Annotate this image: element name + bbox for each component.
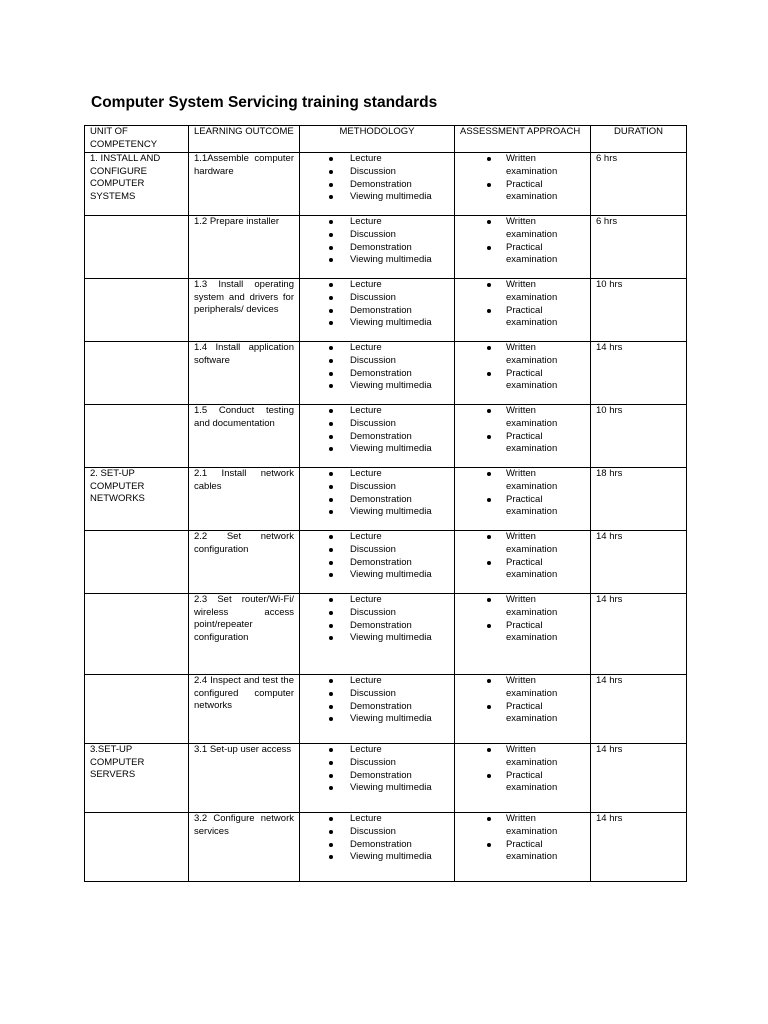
assessment-item: Practical examination — [460, 770, 585, 795]
methodology-item: Discussion — [305, 544, 449, 557]
methodology-item: Demonstration — [305, 839, 449, 852]
assessment-item: Written examination — [460, 744, 585, 769]
methodology-item: Viewing multimedia — [305, 506, 449, 519]
assessment-list — [460, 216, 585, 267]
methodology-item: Demonstration — [305, 620, 449, 633]
methodology-list — [305, 744, 449, 795]
table-row — [85, 744, 687, 813]
unit-of-competency-cell — [85, 216, 189, 279]
assessment-list — [460, 279, 585, 330]
methodology-cell — [300, 675, 455, 744]
assessment-item: Practical examination — [460, 494, 585, 519]
methodology-item: Viewing multimedia — [305, 569, 449, 582]
methodology-list — [305, 468, 449, 519]
methodology-item: Discussion — [305, 481, 449, 494]
assessment-list — [460, 675, 585, 726]
methodology-item: Viewing multimedia — [305, 713, 449, 726]
methodology-cell — [300, 813, 455, 882]
learning-outcome-cell: 3.2 Configure network services — [189, 813, 300, 882]
unit-of-competency-cell — [85, 405, 189, 468]
assessment-cell — [455, 594, 591, 675]
methodology-item: Lecture — [305, 744, 449, 757]
methodology-item: Lecture — [305, 675, 449, 688]
assessment-item: Written examination — [460, 342, 585, 367]
learning-outcome-cell: 1.1Assemble computer hardware — [189, 153, 300, 216]
methodology-item: Lecture — [305, 153, 449, 166]
unit-of-competency-cell — [85, 675, 189, 744]
assessment-item: Practical examination — [460, 701, 585, 726]
table-row — [85, 594, 687, 675]
assessment-cell — [455, 342, 591, 405]
learning-outcome-cell: 2.4 Inspect and test the configured computer networks — [189, 675, 300, 744]
methodology-item: Demonstration — [305, 305, 449, 318]
assessment-cell — [455, 216, 591, 279]
methodology-item: Lecture — [305, 342, 449, 355]
duration-cell: 14 hrs — [591, 594, 687, 675]
assessment-item: Practical examination — [460, 242, 585, 267]
methodology-item: Demonstration — [305, 701, 449, 714]
methodology-cell — [300, 153, 455, 216]
methodology-list — [305, 279, 449, 330]
duration-cell: 6 hrs — [591, 216, 687, 279]
table-row — [85, 531, 687, 594]
assessment-item: Written examination — [460, 279, 585, 304]
assessment-cell — [455, 531, 591, 594]
methodology-item: Viewing multimedia — [305, 191, 449, 204]
unit-of-competency-cell — [85, 813, 189, 882]
assessment-cell — [455, 468, 591, 531]
methodology-cell — [300, 531, 455, 594]
assessment-list — [460, 405, 585, 456]
assessment-item: Written examination — [460, 468, 585, 493]
methodology-item: Viewing multimedia — [305, 254, 449, 267]
duration-cell: 18 hrs — [591, 468, 687, 531]
learning-outcome-cell: 3.1 Set-up user access — [189, 744, 300, 813]
table-row — [85, 675, 687, 744]
duration-cell: 14 hrs — [591, 744, 687, 813]
assessment-item: Practical examination — [460, 620, 585, 645]
header-unit-of-competency: UNIT OF COMPETENCY — [85, 126, 189, 153]
learning-outcome-cell: 2.2 Set network configuration — [189, 531, 300, 594]
methodology-item: Viewing multimedia — [305, 443, 449, 456]
table-row — [85, 342, 687, 405]
methodology-item: Lecture — [305, 216, 449, 229]
duration-cell: 14 hrs — [591, 342, 687, 405]
assessment-cell — [455, 279, 591, 342]
assessment-list — [460, 594, 585, 645]
header-methodology: METHODOLOGY — [300, 126, 455, 153]
methodology-item: Discussion — [305, 166, 449, 179]
methodology-cell — [300, 594, 455, 675]
methodology-list — [305, 594, 449, 645]
assessment-item: Practical examination — [460, 431, 585, 456]
table-row — [85, 153, 687, 216]
methodology-item: Demonstration — [305, 494, 449, 507]
unit-of-competency-cell: 1. INSTALL AND CONFIGURE COMPUTER SYSTEMS — [85, 153, 189, 216]
unit-of-competency-cell — [85, 531, 189, 594]
assessment-item: Written examination — [460, 594, 585, 619]
methodology-item: Lecture — [305, 468, 449, 481]
methodology-item: Discussion — [305, 229, 449, 242]
table-row — [85, 279, 687, 342]
assessment-list — [460, 342, 585, 393]
unit-of-competency-cell — [85, 279, 189, 342]
methodology-item: Lecture — [305, 813, 449, 826]
unit-of-competency-cell: 3.SET-UP COMPUTER SERVERS — [85, 744, 189, 813]
methodology-item: Demonstration — [305, 557, 449, 570]
assessment-item: Written examination — [460, 813, 585, 838]
assessment-list — [460, 744, 585, 795]
methodology-list — [305, 153, 449, 204]
methodology-item: Lecture — [305, 594, 449, 607]
table-row — [85, 216, 687, 279]
methodology-item: Discussion — [305, 607, 449, 620]
methodology-item: Viewing multimedia — [305, 782, 449, 795]
methodology-item: Discussion — [305, 418, 449, 431]
methodology-item: Discussion — [305, 355, 449, 368]
assessment-item: Practical examination — [460, 368, 585, 393]
methodology-list — [305, 813, 449, 864]
methodology-item: Viewing multimedia — [305, 851, 449, 864]
methodology-item: Demonstration — [305, 179, 449, 192]
methodology-item: Discussion — [305, 688, 449, 701]
unit-of-competency-cell: 2. SET-UP COMPUTER NETWORKS — [85, 468, 189, 531]
methodology-list — [305, 342, 449, 393]
learning-outcome-cell: 1.4 Install application software — [189, 342, 300, 405]
learning-outcome-cell: 2.3 Set router/Wi-Fi/ wireless access point/repeater configuration — [189, 594, 300, 675]
duration-cell: 10 hrs — [591, 279, 687, 342]
duration-cell: 10 hrs — [591, 405, 687, 468]
duration-cell: 14 hrs — [591, 531, 687, 594]
methodology-item: Discussion — [305, 292, 449, 305]
assessment-item: Practical examination — [460, 305, 585, 330]
methodology-item: Viewing multimedia — [305, 380, 449, 393]
unit-of-competency-cell — [85, 594, 189, 675]
assessment-cell — [455, 675, 591, 744]
table-header-row — [85, 126, 687, 153]
learning-outcome-cell: 2.1 Install network cables — [189, 468, 300, 531]
methodology-cell — [300, 342, 455, 405]
header-assessment-approach: ASSESSMENT APPROACH — [455, 126, 591, 153]
header-learning-outcome: LEARNING OUTCOME — [189, 126, 300, 153]
methodology-list — [305, 531, 449, 582]
unit-of-competency-cell — [85, 342, 189, 405]
duration-cell: 14 hrs — [591, 675, 687, 744]
learning-outcome-cell: 1.2 Prepare installer — [189, 216, 300, 279]
methodology-item: Demonstration — [305, 368, 449, 381]
methodology-cell — [300, 744, 455, 813]
header-duration: DURATION — [591, 126, 687, 153]
duration-cell: 14 hrs — [591, 813, 687, 882]
methodology-item: Lecture — [305, 405, 449, 418]
methodology-item: Viewing multimedia — [305, 317, 449, 330]
assessment-list — [460, 813, 585, 864]
assessment-item: Written examination — [460, 675, 585, 700]
assessment-item: Practical examination — [460, 839, 585, 864]
methodology-cell — [300, 216, 455, 279]
methodology-cell — [300, 468, 455, 531]
training-standards-table — [84, 125, 687, 882]
assessment-list — [460, 468, 585, 519]
methodology-item: Lecture — [305, 531, 449, 544]
methodology-cell — [300, 279, 455, 342]
assessment-cell — [455, 405, 591, 468]
methodology-item: Viewing multimedia — [305, 632, 449, 645]
methodology-cell — [300, 405, 455, 468]
methodology-list — [305, 216, 449, 267]
methodology-item: Demonstration — [305, 770, 449, 783]
methodology-list — [305, 405, 449, 456]
assessment-list — [460, 531, 585, 582]
methodology-item: Lecture — [305, 279, 449, 292]
table-row — [85, 468, 687, 531]
learning-outcome-cell: 1.3 Install operating system and drivers for peripherals/ devices — [189, 279, 300, 342]
assessment-cell — [455, 813, 591, 882]
assessment-item: Written examination — [460, 405, 585, 430]
assessment-item: Practical examination — [460, 557, 585, 582]
methodology-item: Demonstration — [305, 431, 449, 444]
methodology-item: Demonstration — [305, 242, 449, 255]
assessment-item: Practical examination — [460, 179, 585, 204]
table-row — [85, 813, 687, 882]
document-title: Computer System Servicing training standards — [91, 94, 438, 111]
methodology-list — [305, 675, 449, 726]
assessment-item: Written examination — [460, 531, 585, 556]
assessment-cell — [455, 744, 591, 813]
assessment-item: Written examination — [460, 153, 585, 178]
table-row — [85, 405, 687, 468]
assessment-list — [460, 153, 585, 204]
learning-outcome-cell: 1.5 Conduct testing and documentation — [189, 405, 300, 468]
methodology-item: Discussion — [305, 757, 449, 770]
methodology-item: Discussion — [305, 826, 449, 839]
assessment-cell — [455, 153, 591, 216]
assessment-item: Written examination — [460, 216, 585, 241]
duration-cell: 6 hrs — [591, 153, 687, 216]
